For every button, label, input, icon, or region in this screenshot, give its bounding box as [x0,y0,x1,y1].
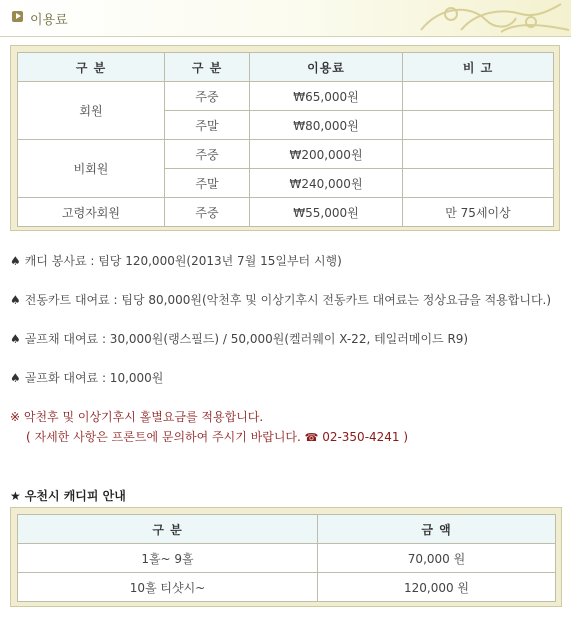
note-text: 골프채 대여료 : 30,000원(랭스필드) / 50,000원(켈러웨이 X-22, 테일러메이드 R9) [24,332,469,346]
holes-cell: 1홀~ 9홀 [18,544,318,573]
caddy-table-header-row [18,515,556,544]
category-cell: 비회원 [18,140,165,198]
title-bar [0,0,571,37]
column-header-day: 구 분 [165,53,250,82]
note-text: 골프화 대여료 : 10,000원 [24,371,164,385]
play-arrow-icon [12,11,23,22]
table-row [18,140,554,169]
spade-bullet-icon: ♠ [10,371,21,385]
note-caddy-fee [10,252,342,269]
fee-table-frame [10,45,560,231]
category-cell: 회원 [18,82,165,140]
fee-cell: ₩65,000원 [250,82,403,111]
column-header-fee: 이용료 [250,53,403,82]
fee-cell: ₩80,000원 [250,111,403,140]
phone-icon: ☎ [304,431,319,444]
note-cell [403,82,554,111]
fee-table [17,52,554,227]
note-cell: 만 75세이상 [403,198,554,227]
category-cell: 고령자회원 [18,198,165,227]
caddy-fee-table [17,514,556,602]
holes-cell: 10홀 티샷시~ [18,573,318,602]
day-cell: 주중 [165,82,250,111]
day-cell: 주중 [165,198,250,227]
note-cell [403,111,554,140]
fee-cell: ₩55,000원 [250,198,403,227]
note-text: 캐디 봉사료 : 팀당 120,000원(2013년 7월 15일부터 시행) [24,254,342,268]
note-text: 전동카트 대여료 : 팀당 80,000원(악천후 및 이상기후시 전동카트 대여료는 정상요금을 적용합니다.) [24,293,552,307]
table-row [18,573,556,602]
note-club-rental [10,330,468,347]
table-row [18,82,554,111]
day-cell: 주중 [165,140,250,169]
table-row [18,544,556,573]
fee-table-header-row [18,53,554,82]
contact-info [26,428,408,445]
fee-cell: ₩200,000원 [250,140,403,169]
column-header-category: 구 분 [18,53,165,82]
weather-warning: ※ 악천후 및 이상기후시 홀별요금를 적용합니다. [10,410,264,424]
table-row [18,198,554,227]
column-header-category: 구 분 [18,515,318,544]
note-cell [403,140,554,169]
day-cell: 주말 [165,169,250,198]
note-cell [403,169,554,198]
caddy-section-title [10,487,126,504]
caddy-table-frame [10,507,562,607]
star-icon: ★ [10,489,21,503]
amount-cell: 120,000 원 [318,573,556,602]
note-cart-fee [10,291,551,308]
fee-cell: ₩240,000원 [250,169,403,198]
spade-bullet-icon: ♠ [10,293,21,307]
day-cell: 주말 [165,111,250,140]
phone-number: 02-350-4241 ) [322,430,409,444]
caddy-title-text: 우천시 캐디피 안내 [24,489,126,503]
spade-bullet-icon: ♠ [10,332,21,346]
column-header-note: 비 고 [403,53,554,82]
ornament-decoration-icon [401,0,571,36]
contact-text: ( 자세한 사항은 프론트에 문의하여 주시기 바랍니다. [26,430,301,444]
page-title: 이용료 [30,13,68,28]
spade-bullet-icon: ♠ [10,254,21,268]
amount-cell: 70,000 원 [318,544,556,573]
note-shoe-rental [10,369,163,386]
column-header-amount: 금 액 [318,515,556,544]
